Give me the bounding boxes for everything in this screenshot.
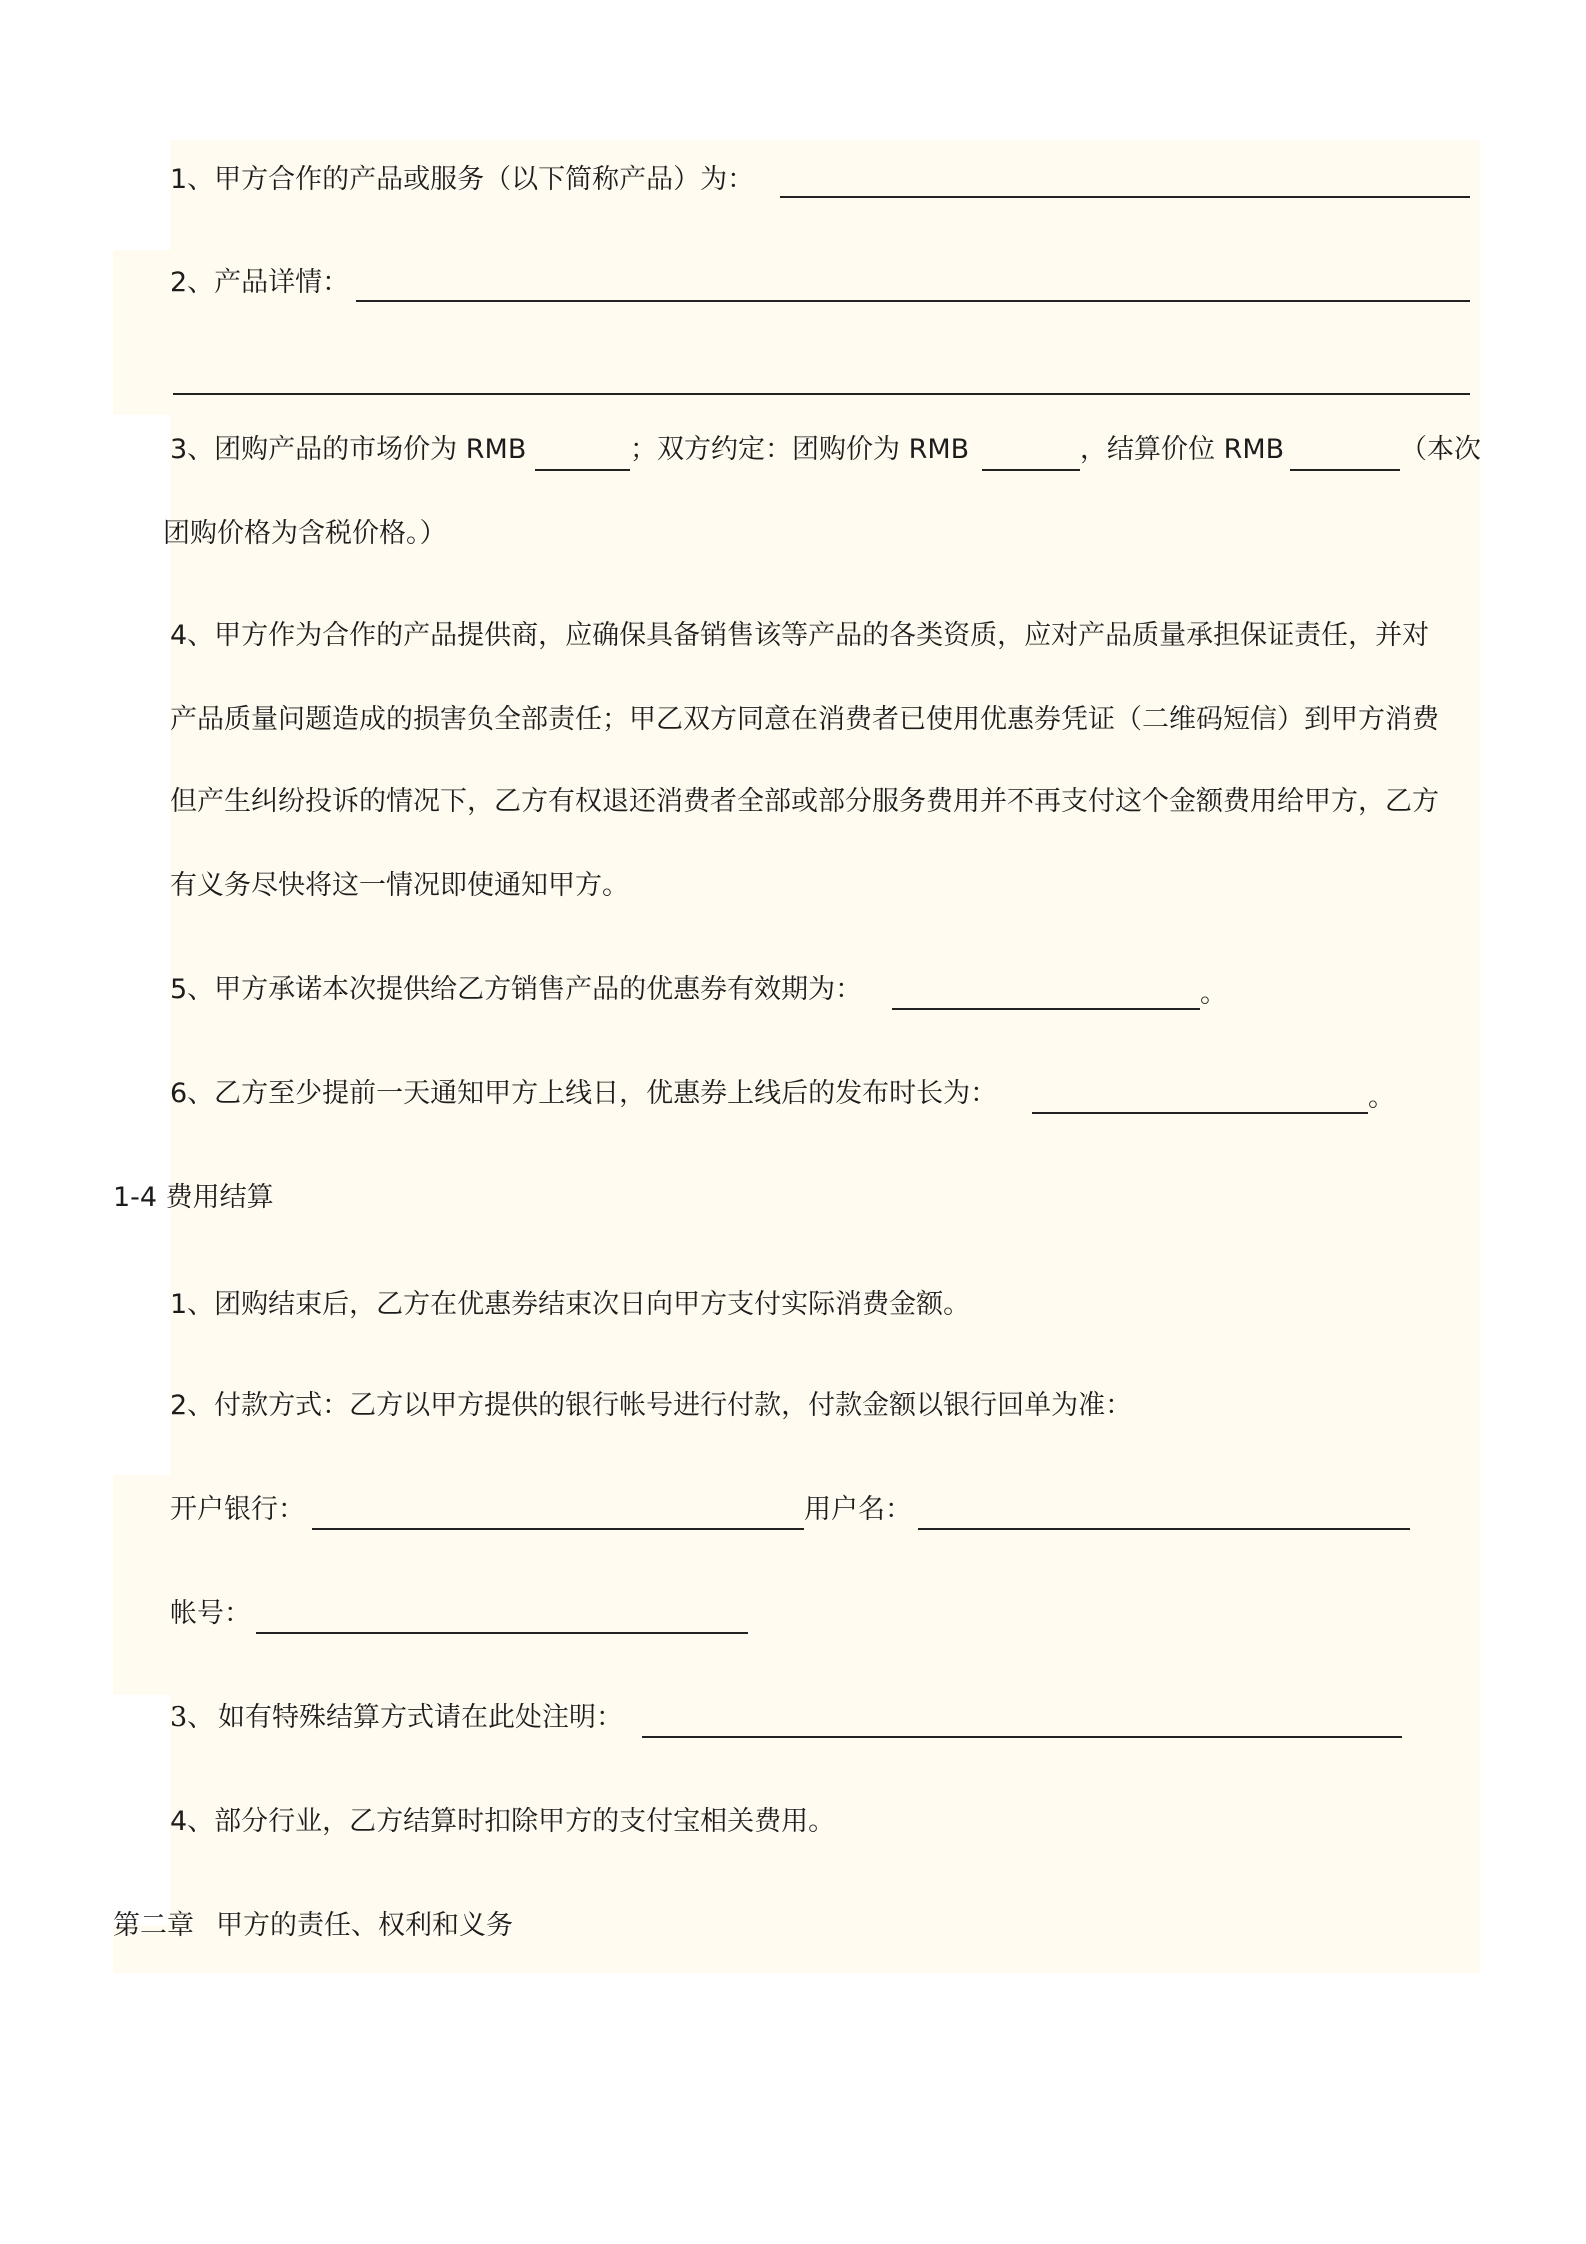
settle-price-field[interactable] xyxy=(1290,469,1400,471)
special-settlement-field[interactable] xyxy=(642,1736,1402,1738)
bank-label: 开户银行： xyxy=(170,1494,305,1525)
chapter-title: 甲方的责任、权利和义务 xyxy=(216,1910,513,1941)
item-4-line-1: 4、甲方作为合作的产品提供商，应确保具备销售该等产品的各类资质，应对产品质量承担保证责任，并对 xyxy=(170,620,1430,651)
bank-field[interactable] xyxy=(312,1528,804,1530)
user-field[interactable] xyxy=(918,1528,1410,1530)
fees-item-2: 2、付款方式：乙方以甲方提供的银行帐号进行付款，付款金额以银行回单为准： xyxy=(170,1390,1133,1421)
account-field[interactable] xyxy=(256,1632,748,1634)
item-2-label: 2、产品详情： xyxy=(170,267,350,298)
coupon-validity-field[interactable] xyxy=(892,1008,1200,1010)
fees-item-1: 1、团购结束后，乙方在优惠券结束次日向甲方支付实际消费金额。 xyxy=(170,1289,971,1320)
item-3-note-open: （本次 xyxy=(1400,434,1481,465)
detail-field-2[interactable] xyxy=(173,393,1470,395)
item-3-note: 团购价格为含税价格。） xyxy=(163,518,447,549)
tint-heading xyxy=(113,1475,1480,1695)
section-heading-fees: 1-4 费用结算 xyxy=(113,1182,274,1213)
item-4-line-4: 有义务尽快将这一情况即使通知甲方。 xyxy=(170,870,629,901)
item-4-line-2: 产品质量问题造成的损害负全部责任；甲乙双方同意在消费者已使用优惠券凭证（二维码短信）到甲方消费 xyxy=(170,704,1439,735)
group-price-field[interactable] xyxy=(982,469,1080,471)
account-label: 帐号： xyxy=(170,1598,251,1629)
fees-item-3-label: 如有特殊结算方式请在此处注明： xyxy=(218,1702,623,1733)
item-1-label: 1、甲方合作的产品或服务（以下简称产品）为： xyxy=(170,164,755,195)
chapter-prefix: 第二章 xyxy=(113,1910,194,1941)
item-6-label: 6、乙方至少提前一天通知甲方上线日，优惠券上线后的发布时长为： xyxy=(170,1078,998,1109)
market-price-field[interactable] xyxy=(535,469,630,471)
item-6-end: 。 xyxy=(1368,1082,1395,1113)
item-5-end: 。 xyxy=(1200,978,1227,1009)
product-field[interactable] xyxy=(780,196,1470,198)
release-duration-field[interactable] xyxy=(1032,1112,1368,1114)
item-4-line-3: 但产生纠纷投诉的情况下，乙方有权退还消费者全部或部分服务费用并不再支付这个金额费用给甲方，乙方 xyxy=(170,786,1439,817)
item-3-market-price-label: 3、团购产品的市场价为 RMB xyxy=(170,434,527,465)
item-5-label: 5、甲方承诺本次提供给乙方销售产品的优惠券有效期为： xyxy=(170,974,863,1005)
user-label: 用户名： xyxy=(804,1494,912,1525)
fees-item-3-number: 3、 xyxy=(170,1702,215,1733)
fees-item-4: 4、部分行业，乙方结算时扣除甲方的支付宝相关费用。 xyxy=(170,1806,836,1837)
item-3-settle-price-label: ，结算价位 RMB xyxy=(1080,434,1285,465)
item-3-group-price-label: ；双方约定：团购价为 RMB xyxy=(630,434,970,465)
detail-field-1[interactable] xyxy=(356,300,1470,302)
